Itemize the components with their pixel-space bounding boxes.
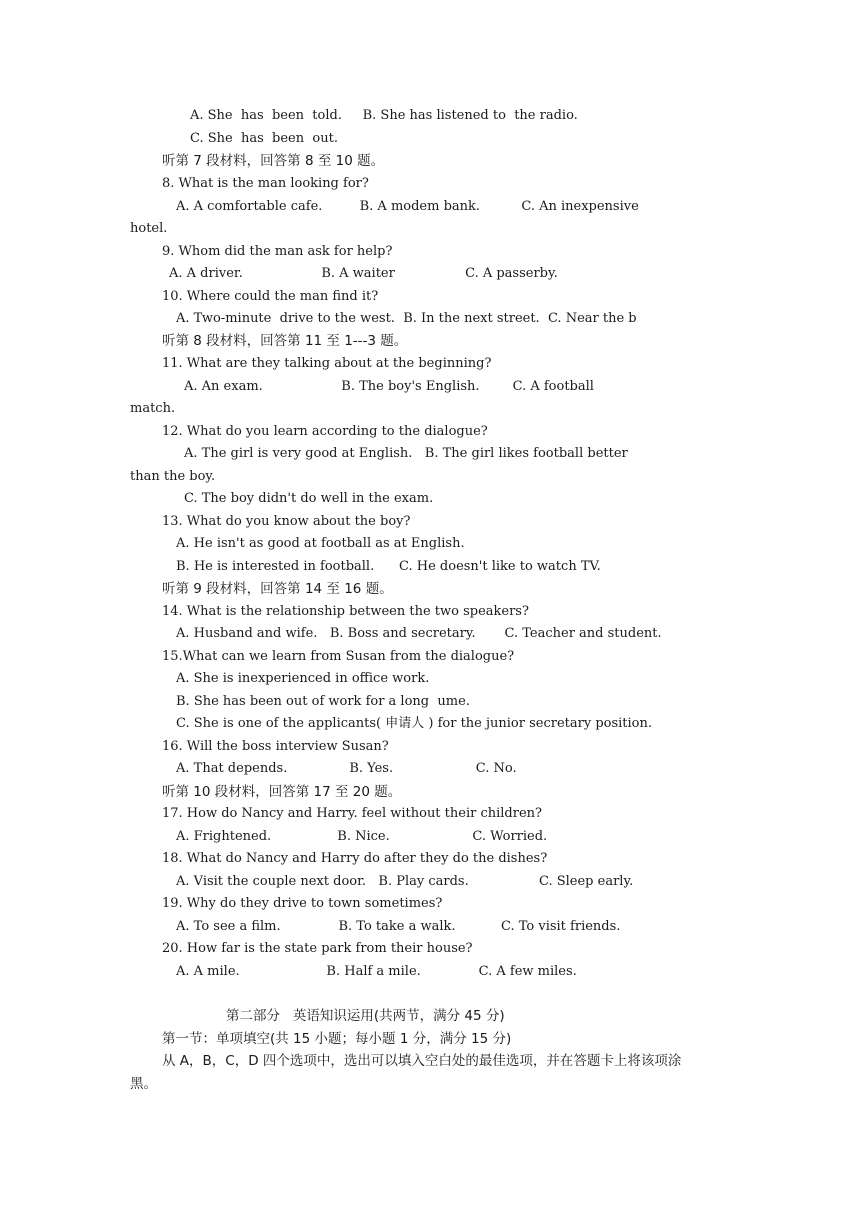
question-19-options: A. To see a film. B. To take a walk. C. To visit friends. bbox=[176, 919, 621, 934]
section-9-heading: 听第 9 段材料，回答第 14 至 16 题。 bbox=[162, 581, 393, 597]
question-14-options: A. Husband and wife. B. Boss and secretary. C. Teacher and student. bbox=[176, 626, 662, 641]
section-7-heading: 听第 7 段材料，回答第 8 至 10 题。 bbox=[162, 153, 385, 169]
question-19: 19. Why do they drive to town sometimes? bbox=[162, 896, 443, 911]
question-20: 20. How far is the state park from their house? bbox=[162, 941, 473, 956]
instructions: 从 A，B，C，D 四个选项中，选出可以填入空白处的最佳选项，并在答题卡上将该项涂 bbox=[162, 1053, 682, 1069]
question-11-options-cont: match. bbox=[130, 401, 176, 416]
question-14: 14. What is the relationship between the two speakers? bbox=[162, 604, 529, 619]
question-16: 16. Will the boss interview Susan? bbox=[162, 739, 389, 754]
question-12-options-ab-cont: than the boy. bbox=[130, 469, 216, 484]
question-15-option-b: B. She has been out of work for a long ume. bbox=[176, 694, 470, 709]
question-13-option-a: A. He isn't as good at football as at English. bbox=[176, 536, 465, 551]
question-17: 17. How do Nancy and Harry. feel without their children? bbox=[162, 806, 543, 821]
section-one-heading: 第一节：单项填空(共 15 小题；每小题 1 分，满分 15 分) bbox=[162, 1031, 512, 1047]
instructions-cont: 黑。 bbox=[130, 1076, 157, 1092]
question-18: 18. What do Nancy and Harry do after they do the dishes? bbox=[162, 851, 548, 866]
question-9-options: A. A driver. B. A waiter C. A passerby. bbox=[169, 266, 558, 281]
question-12: 12. What do you learn according to the dialogue? bbox=[162, 424, 488, 439]
question-15-option-c: C. She is one of the applicants( 申请人 ) for the junior secretary position. bbox=[176, 716, 653, 731]
question-12-option-c: C. The boy didn't do well in the exam. bbox=[184, 491, 434, 506]
question-8-options: A. A comfortable cafe. B. A modem bank. C. An inexpensive bbox=[176, 199, 639, 214]
question-10: 10. Where could the man find it? bbox=[162, 289, 379, 304]
question-11-options: A. An exam. B. The boy's English. C. A football bbox=[184, 379, 594, 394]
question-15-option-a: A. She is inexperienced in office work. bbox=[176, 671, 430, 686]
question-13-options-bc: B. He is interested in football. C. He doesn't like to watch TV. bbox=[176, 559, 601, 574]
part-two-heading: 第二部分 英语知识运用(共两节，满分 45 分) bbox=[226, 1008, 505, 1024]
question-15: 15.What can we learn from Susan from the dialogue? bbox=[162, 649, 515, 664]
q7-options-ab: A. She has been told. B. She has listened to the radio. bbox=[190, 108, 578, 123]
question-8-options-cont: hotel. bbox=[130, 221, 168, 236]
q7-option-c: C. She has been out. bbox=[190, 131, 338, 146]
question-12-options-ab: A. The girl is very good at English. B. The girl likes football better bbox=[184, 446, 628, 461]
question-10-options: A. Two-minute drive to the west. B. In the next street. C. Near the b bbox=[176, 311, 637, 326]
question-20-options: A. A mile. B. Half a mile. C. A few miles. bbox=[176, 964, 577, 979]
section-8-heading: 听第 8 段材料，回答第 11 至 1---3 题。 bbox=[162, 333, 408, 349]
question-18-options: A. Visit the couple next door. B. Play cards. C. Sleep early. bbox=[176, 874, 634, 889]
question-9: 9. Whom did the man ask for help? bbox=[162, 244, 393, 259]
question-8: 8. What is the man looking for? bbox=[162, 176, 369, 191]
question-11: 11. What are they talking about at the beginning? bbox=[162, 356, 492, 371]
question-16-options: A. That depends. B. Yes. C. No. bbox=[176, 761, 517, 776]
question-13: 13. What do you know about the boy? bbox=[162, 514, 411, 529]
section-10-heading: 听第 10 段材料，回答第 17 至 20 题。 bbox=[162, 784, 402, 800]
question-17-options: A. Frightened. B. Nice. C. Worried. bbox=[176, 829, 548, 844]
